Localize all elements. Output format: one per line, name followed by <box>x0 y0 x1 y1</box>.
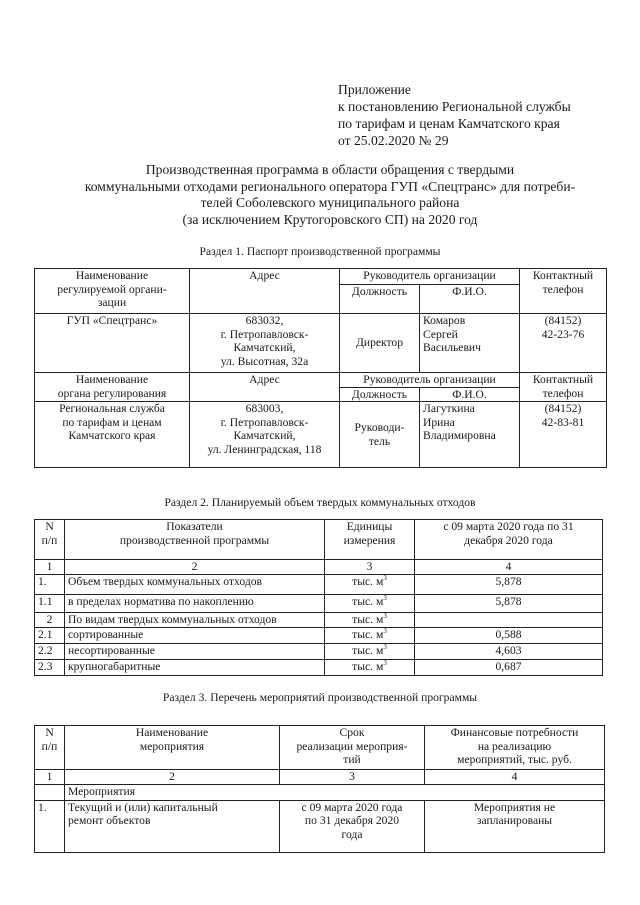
header-position: Должность <box>340 387 420 402</box>
row-name: Текущий и (или) капитальный ремонт объектов <box>65 800 280 852</box>
header-position: Должность <box>340 285 420 314</box>
header-fio: Ф.И.О. <box>420 285 520 314</box>
row-name: Объем твердых коммунальных отходов <box>65 574 325 594</box>
header-num: N п/п <box>35 520 65 560</box>
title-line: (за исключением Крутогоровского СП) на 2020 год <box>182 211 478 227</box>
table-row <box>35 373 607 388</box>
table-row <box>35 770 605 785</box>
table-row <box>35 800 605 852</box>
table-row <box>35 402 607 468</box>
row-num: 1. <box>35 574 65 594</box>
row-unit <box>325 643 415 659</box>
header-org-name: Наименование регулируемой органи- зации <box>35 269 190 314</box>
unit-text: тыс. м <box>352 627 384 641</box>
row-unit <box>325 659 415 675</box>
index-cell: 4 <box>415 560 603 575</box>
section2-heading: Раздел 2. Планируемый объем твердых коммунальных отходов <box>164 496 476 509</box>
row-num: 2.3 <box>35 659 65 675</box>
unit-text: тыс. м <box>352 659 384 673</box>
index-cell: 2 <box>65 770 280 785</box>
table-row <box>35 659 603 675</box>
row-value: 4,603 <box>415 643 603 659</box>
header-phone: Контактный телефон <box>520 373 607 402</box>
unit-sup: 3 <box>383 643 387 651</box>
passport-table <box>34 268 607 468</box>
title-line: Производственная программа в области обращения с твердыми <box>145 162 515 177</box>
row-value: 5,878 <box>415 594 603 612</box>
header-fio: Ф.И.О. <box>420 387 520 402</box>
unit-text: тыс. м <box>352 643 384 657</box>
unit-text: тыс. м <box>352 574 384 588</box>
table-row <box>35 612 603 627</box>
regulator-fio: Лагуткина Ирина Владимировна <box>420 402 520 468</box>
row-value: 0,588 <box>415 627 603 643</box>
appendix-line: от 25.02.2020 № 29 <box>338 133 449 148</box>
section1-heading: Раздел 1. Паспорт производственной программы <box>199 245 441 258</box>
unit-sup: 3 <box>383 594 387 602</box>
org-fio: Комаров Сергей Васильевич <box>420 314 520 373</box>
header-address: Адрес <box>190 269 340 314</box>
document-title <box>40 162 620 228</box>
table-row <box>35 574 603 594</box>
table-row <box>35 594 603 612</box>
row-num: 1.1 <box>35 594 65 612</box>
row-term: с 09 марта 2020 года по 31 декабря 2020 года <box>280 800 425 852</box>
unit-text: тыс. м <box>352 612 384 626</box>
table-row <box>35 520 603 560</box>
table-row <box>35 314 607 373</box>
title-line: коммунальными отходами регионального оператора ГУП «Спецтранс» для потреби- <box>84 178 576 194</box>
header-indicator: Показатели производственной программы <box>65 520 325 560</box>
header-head: Руководитель организации <box>340 269 520 285</box>
measures-table <box>34 725 605 853</box>
row-name: крупногабаритные <box>65 659 325 675</box>
row-num: 2 <box>35 612 65 627</box>
row-finance: Мероприятия не запланированы <box>425 800 605 852</box>
header-name: Наименование мероприятия <box>65 726 280 770</box>
row-name: По видам твердых коммунальных отходов <box>65 612 325 627</box>
row-num: 2.2 <box>35 643 65 659</box>
table-row <box>35 560 603 575</box>
section3-heading: Раздел 3. Перечень мероприятий производственной программы <box>162 691 478 704</box>
row-name: в пределах норматива по накоплению <box>65 594 325 612</box>
row-name: несортированные <box>65 643 325 659</box>
table-row <box>35 784 605 800</box>
table-row <box>35 726 605 770</box>
regulator-phone: (84152) 42-83-81 <box>520 402 607 468</box>
row-num: 2.1 <box>35 627 65 643</box>
table-row <box>35 643 603 659</box>
row-name: сортированные <box>65 627 325 643</box>
table-row <box>35 269 607 285</box>
header-phone: Контактный телефон <box>520 269 607 314</box>
table-row <box>35 627 603 643</box>
header-term: Срок реализации мероприя- тий <box>280 726 425 770</box>
appendix-line: к постановлению Региональной службы <box>338 99 571 114</box>
header-address: Адрес <box>190 373 340 402</box>
header-head: Руководитель организации <box>340 373 520 388</box>
row-value <box>415 612 603 627</box>
group-num-cell <box>35 784 65 800</box>
unit-sup: 3 <box>383 627 387 635</box>
appendix-line: по тарифам и ценам Камчатского края <box>338 116 560 131</box>
header-num: N п/п <box>35 726 65 770</box>
regulator-address: 683003, г. Петропавловск- Камчатский, ул. Ленинградская, 118 <box>190 402 340 468</box>
header-unit: Единицы измерения <box>325 520 415 560</box>
org-position: Директор <box>340 314 420 373</box>
unit-text: тыс. м <box>352 594 384 608</box>
unit-sup: 3 <box>383 659 387 667</box>
row-value: 0,687 <box>415 659 603 675</box>
group-label: Мероприятия <box>65 784 605 800</box>
org-phone: (84152) 42-23-76 <box>520 314 607 373</box>
header-finance: Финансовые потребности на реализацию мероприятий, тыс. руб. <box>425 726 605 770</box>
row-unit <box>325 627 415 643</box>
title-line: телей Соболевского муниципального района <box>200 195 460 210</box>
regulator-name: Региональная служба по тарифам и ценам Камчатского края <box>35 402 190 468</box>
unit-sup: 3 <box>383 574 387 582</box>
org-name: ГУП «Спецтранс» <box>35 314 190 373</box>
waste-volume-table <box>34 519 603 676</box>
index-cell: 1 <box>35 770 65 785</box>
row-num: 1. <box>35 800 65 852</box>
row-value: 5,878 <box>415 574 603 594</box>
unit-sup: 3 <box>383 612 387 620</box>
row-unit <box>325 594 415 612</box>
header-regulator-name: Наименование органа регулирования <box>35 373 190 402</box>
appendix-block <box>338 81 571 149</box>
header-period: с 09 марта 2020 года по 31 декабря 2020 года <box>415 520 603 560</box>
row-unit <box>325 612 415 627</box>
row-unit <box>325 574 415 594</box>
index-cell: 3 <box>280 770 425 785</box>
regulator-position: Руководи- тель <box>340 402 420 468</box>
org-address: 683032, г. Петропавловск- Камчатский, ул. Высотная, 32а <box>190 314 340 373</box>
index-cell: 4 <box>425 770 605 785</box>
index-cell: 1 <box>35 560 65 575</box>
appendix-line: Приложение <box>338 82 411 97</box>
index-cell: 3 <box>325 560 415 575</box>
index-cell: 2 <box>65 560 325 575</box>
